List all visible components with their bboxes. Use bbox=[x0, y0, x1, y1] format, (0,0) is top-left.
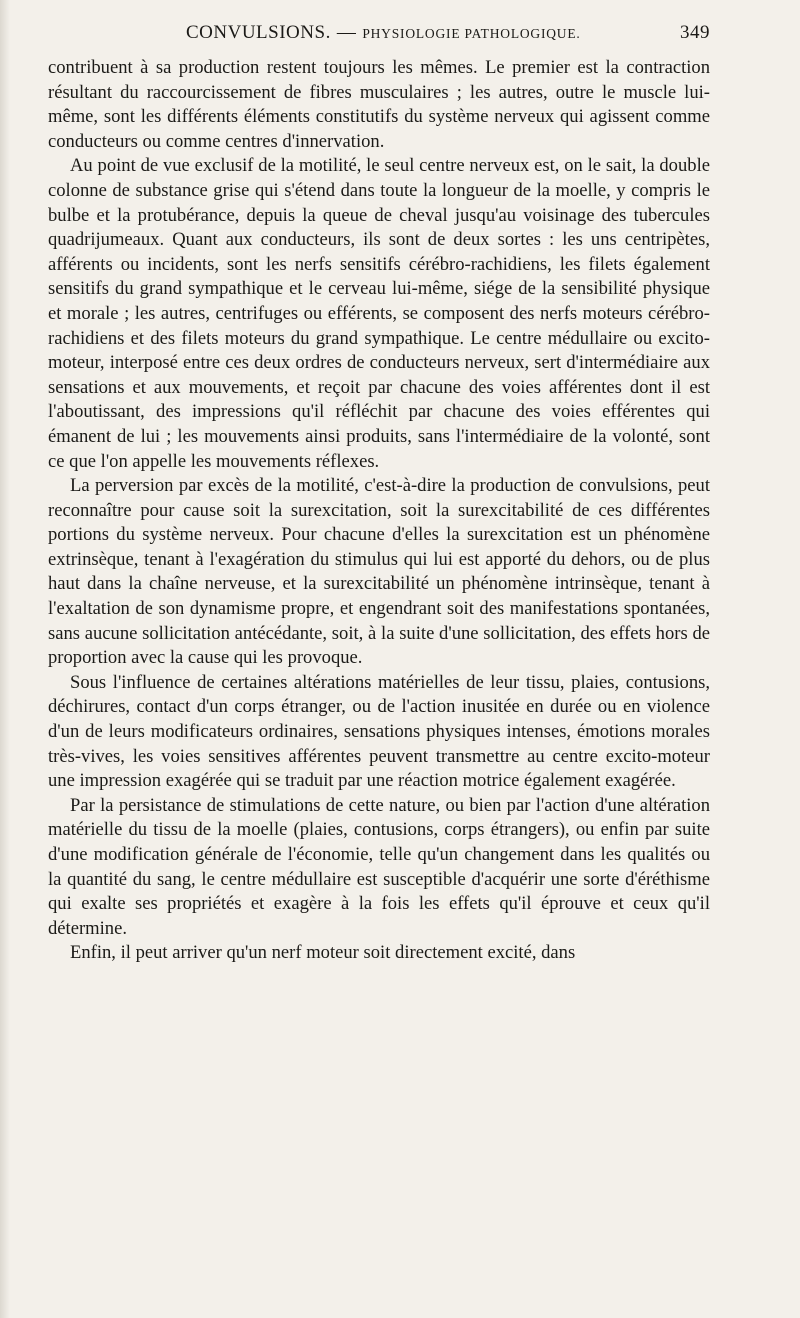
running-title-separator: — bbox=[336, 22, 357, 43]
paragraph: Par la persistance de stimulations de cette nature, ou bien par l'action d'une altération matérielle du tissu de la moelle (plaies, contusions, corps étrangers), ou enfin par suite d'une modification générale de l'économie, telle qu'un changement dans les qualités ou la quantité du sang, le centre médullaire est susceptible d'acquérir une sorte d'éréthisme qui exalte ses propriétés et exagère à la fois les effets qu'il éprouve et ceux qu'il détermine. bbox=[48, 794, 710, 939]
paragraph: Au point de vue exclusif de la motilité, le seul centre nerveux est, on le sait, la double colonne de substance grise qui s'étend dans toute la longueur de la moelle, y compris le bulbe et la protubérance, depuis la queue de cheval jusqu'au voisinage des tubercules quadrijumeaux. Quant aux conducteurs, ils sont de deux sortes : les uns centripètes, afférents ou incidents, sont les nerfs sensitifs cérébro-rachidiens, les filets également sensitifs du grand sympathique et le cerveau lui-même, siége de la sensibilité physique et morale ; les autres, centrifuges ou efférents, se composent des nerfs moteurs cérébro-rachidiens et des filets moteurs du grand sympathique. Le centre médullaire ou excito-moteur, interposé entre ces deux ordres de conducteurs nerveux, sert d'intermédiaire aux sensations et aux mouvements, et reçoit par chacune des voies afférentes dont il est l'aboutissant, des impressions qu'il réfléchit par chacune des voies efférentes qui émanent de lui ; les mouvements ainsi produits, sans l'intermédiaire de la volonté, sont ce que l'on appelle les mouvements réflexes. bbox=[48, 155, 710, 472]
running-header bbox=[48, 22, 710, 52]
page-edge-shadow bbox=[0, 0, 10, 1318]
running-title-main: CONVULSIONS. bbox=[186, 22, 331, 43]
running-title-sub: PHYSIOLOGIE PATHOLOGIQUE. bbox=[362, 26, 581, 41]
page-number: 349 bbox=[680, 22, 710, 43]
paragraph: Enfin, il peut arriver qu'un nerf moteur soit directement excité, dans bbox=[70, 942, 576, 964]
body-text bbox=[48, 56, 710, 966]
paragraph: Sous l'influence de certaines altérations matérielles de leur tissu, plaies, contusions, déchirures, contact d'un corps étranger, ou de l'action inusitée en durée ou en violence d'un de leurs modificateurs ordinaires, sensations physiques intenses, émotions morales très-vives, les voies sensitives afférentes peuvent transmettre au centre excito-moteur une impression exagérée qui se traduit par une réaction motrice également exagérée. bbox=[48, 671, 710, 792]
paragraph: La perversion par excès de la motilité, c'est-à-dire la production de convulsions, peut reconnaître pour cause soit la surexcitation, soit la surexcitabilité de ces différentes portions du système nerveux. Pour chacune d'elles la surexcitation est un phénomène extrinsèque, tenant à l'exagération du stimulus qui lui est apporté du dehors, ou de plus haut dans la chaîne nerveuse, et la surexcitabilité un phénomène intrinsèque, tenant à l'exaltation de son dynamisme propre, et engendrant soit des manifestations spontanées, sans aucune sollicitation antécédante, soit, à la suite d'une sollicitation, des effets hors de proportion avec la cause qui les provoque. bbox=[48, 475, 710, 669]
paragraph: contribuent à sa production restent toujours les mêmes. Le premier est la contraction résultant du raccourcissement de fibres musculaires ; les autres, outre le muscle lui-même, sont les différents éléments constitutifs du système nerveux qui agissent comme conducteurs ou comme centres d'innervation. bbox=[48, 57, 710, 152]
running-title bbox=[186, 22, 581, 44]
